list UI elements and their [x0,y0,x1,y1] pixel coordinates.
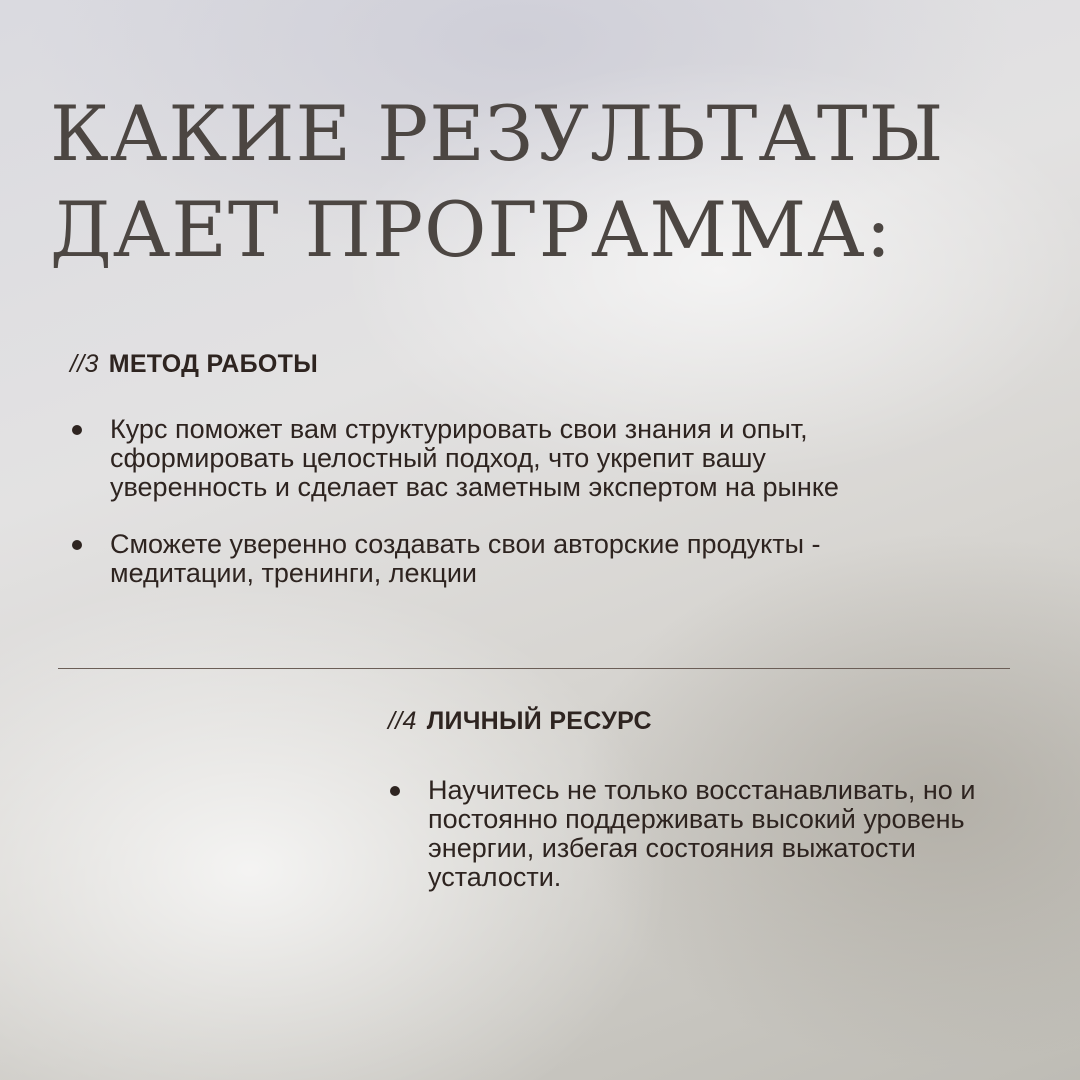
bullet-icon [72,425,82,435]
bullet-icon [390,786,400,796]
list-item [70,415,860,502]
section-heading [388,707,1028,736]
section-number: //4 [388,707,417,735]
section-number: //3 [70,350,99,378]
section-title: МЕТОД РАБОТЫ [108,350,319,378]
divider [58,668,1010,669]
section-title: ЛИЧНЫЙ РЕСУРС [426,707,652,735]
section-personal-resource [388,707,1028,892]
list-item [388,776,1028,892]
bullet-icon [72,540,82,550]
section-heading [70,350,860,379]
list-item-text: Курс поможет вам структурировать свои знания и опыт, сформировать целостный подход, что укрепит вашу уверенность и сделает вас заметным экспертом на рынке [110,414,839,502]
title-line-2: ДАЕТ ПРОГРАММА: [50,185,893,274]
list-item [70,530,860,588]
list-item-text: Научитесь не только восстанавливать, но и постоянно поддерживать высокий уровень энергии, избегая состояния выжатости усталости. [428,775,976,892]
page-title [50,86,944,278]
bullet-list [388,776,1028,892]
bullet-list [70,415,860,588]
list-item-text: Сможете уверенно создавать свои авторские продукты - медитации, тренинги, лекции [110,529,821,588]
title-line-1: КАКИЕ РЕЗУЛЬТАТЫ [50,89,945,178]
section-work-method [70,350,860,588]
